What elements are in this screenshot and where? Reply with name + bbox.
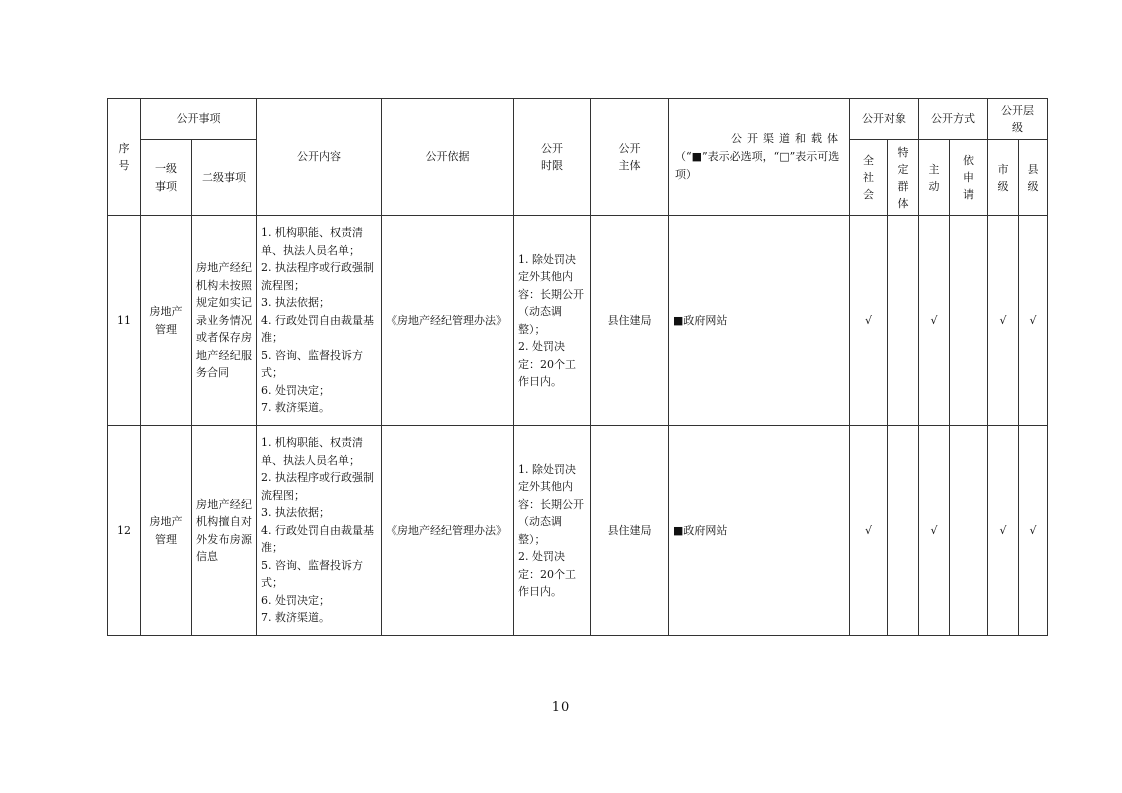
header-mode-apply: 依申请 (950, 140, 988, 216)
row-channel: ■政府网站 (669, 426, 850, 636)
header-matter: 公开事项 (141, 99, 257, 140)
header-channel-title: 公开渠道和载体 (731, 132, 843, 145)
row-content (257, 426, 382, 636)
row-content (257, 216, 382, 426)
row-mode-apply (950, 426, 988, 636)
header-level2: 二级事项 (192, 140, 257, 216)
table-row (108, 426, 1048, 636)
header-basis: 公开依据 (382, 99, 514, 216)
header-level1: 一级事项 (141, 140, 192, 216)
row-object-all: √ (850, 216, 888, 426)
row-level2: 房地产经纪机构擅自对外发布房源信息 (192, 426, 257, 636)
content-item: 2. 执法程序或行政强制流程图； (261, 261, 374, 292)
content-item: 3. 执法依据； (261, 296, 330, 310)
time-item: 2. 处罚决定：20个工作日内。 (518, 550, 576, 598)
row-level1: 房地产管理 (141, 216, 192, 426)
header-object: 公开对象 (850, 99, 919, 140)
header-level-city: 市级 (988, 140, 1019, 216)
header-seq: 序号 (108, 99, 141, 216)
content-item: 3. 执法依据； (261, 506, 330, 520)
header-time: 公开时限 (514, 99, 591, 216)
row-seq: 11 (108, 216, 141, 426)
header-channel-note: （“■”表示必选项，“□”表示可选项） (675, 150, 840, 181)
content-item: 7. 救济渠道。 (261, 401, 330, 415)
row-subject: 县住建局 (591, 216, 669, 426)
row-object-group (888, 216, 919, 426)
time-item: 1. 除处罚决定外其他内容：长期公开（动态调整）； (518, 252, 584, 336)
row-level-city: √ (988, 426, 1019, 636)
time-item: 1. 除处罚决定外其他内容：长期公开（动态调整）； (518, 462, 584, 546)
content-item: 7. 救济渠道。 (261, 611, 330, 625)
content-item: 1. 机构职能、权责清单、执法人员名单； (261, 436, 363, 467)
header-channel (669, 99, 850, 216)
content-item: 1. 机构职能、权责清单、执法人员名单； (261, 226, 363, 257)
row-level-county: √ (1019, 426, 1048, 636)
row-level1: 房地产管理 (141, 426, 192, 636)
row-basis: 《房地产经纪管理办法》 (382, 426, 514, 636)
header-mode: 公开方式 (919, 99, 988, 140)
row-level-county: √ (1019, 216, 1048, 426)
content-item: 5. 咨询、监督投诉方式； (261, 348, 363, 380)
row-channel: ■政府网站 (669, 216, 850, 426)
time-item: 2. 处罚决定：20个工作日内。 (518, 340, 576, 388)
row-object-group (888, 426, 919, 636)
content-item: 6. 处罚决定； (261, 383, 330, 397)
row-mode-apply (950, 216, 988, 426)
header-content: 公开内容 (257, 99, 382, 216)
row-mode-active: √ (919, 426, 950, 636)
header-level-county: 县级 (1019, 140, 1048, 216)
content-item: 4. 行政处罚自由裁量基准； (261, 523, 374, 555)
content-item: 2. 执法程序或行政强制流程图； (261, 471, 374, 502)
content-item: 4. 行政处罚自由裁量基准； (261, 313, 374, 345)
header-level: 公开层级 (988, 99, 1048, 140)
row-time (514, 426, 591, 636)
row-time (514, 216, 591, 426)
header-object-all: 全社会 (850, 140, 888, 216)
header-object-group: 特定群体 (888, 140, 919, 216)
header-mode-active: 主动 (919, 140, 950, 216)
page-number: 10 (551, 700, 571, 715)
content-item: 5. 咨询、监督投诉方式； (261, 558, 363, 590)
table-row (108, 216, 1048, 426)
row-seq: 12 (108, 426, 141, 636)
row-basis: 《房地产经纪管理办法》 (382, 216, 514, 426)
row-subject: 县住建局 (591, 426, 669, 636)
content-item: 6. 处罚决定； (261, 593, 330, 607)
row-level-city: √ (988, 216, 1019, 426)
row-object-all: √ (850, 426, 888, 636)
row-level2: 房地产经纪机构未按照规定如实记录业务情况或者保存房地产经纪服务合同 (192, 216, 257, 426)
disclosure-table (107, 98, 1048, 636)
header-subject: 公开主体 (591, 99, 669, 216)
row-mode-active: √ (919, 216, 950, 426)
